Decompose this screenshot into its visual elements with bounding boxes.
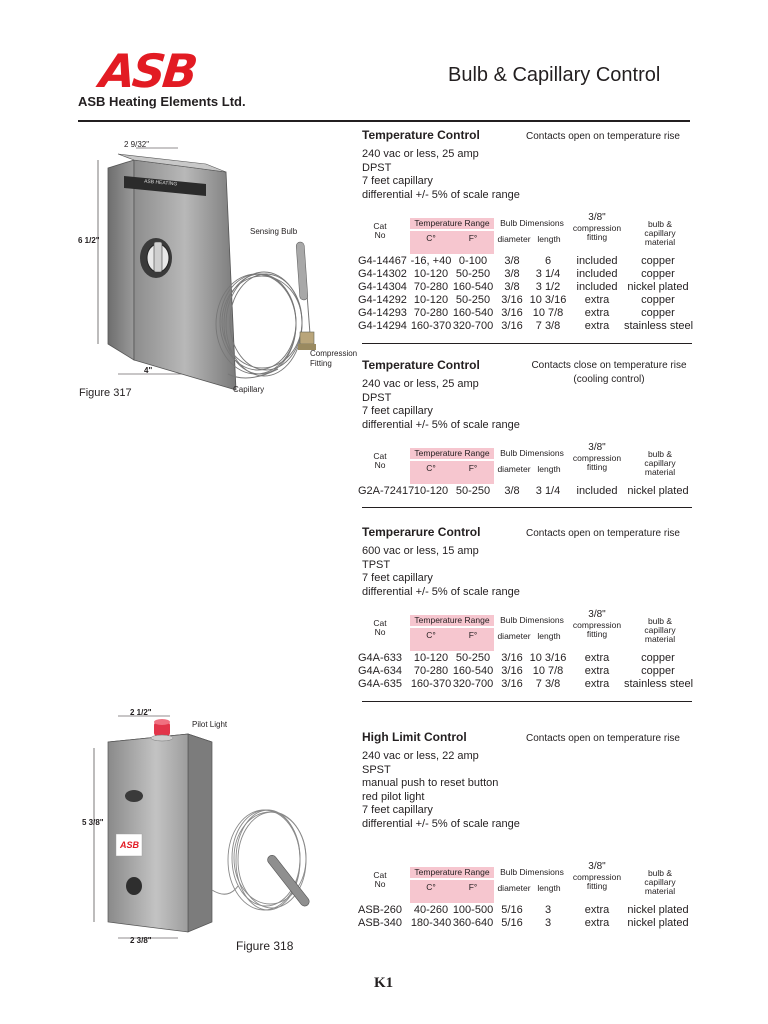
bulb-diameter: 5/16 [501, 917, 523, 929]
spec-list [362, 750, 520, 831]
section-temperature-control-close [358, 358, 692, 500]
table-row [358, 652, 692, 665]
company-name: ASB Heating Elements Ltd. [78, 94, 246, 109]
bulb-diameter: 5/16 [501, 904, 523, 916]
table-row [358, 917, 692, 930]
range-f: 0-100 [458, 255, 488, 267]
range-c: 70-280 [413, 665, 449, 677]
spec-line: 240 vac or less, 25 amp [362, 148, 479, 160]
section-title: High Limit Control [362, 730, 467, 744]
range-c: 10-120 [413, 485, 449, 497]
dim-height: 6 1/2" [78, 236, 100, 245]
bulb-diameter: 3/8 [504, 268, 520, 280]
col-c: C° [426, 630, 436, 640]
col-compression-fitting: 3/8" compression fitting [572, 609, 622, 639]
bulb-length: 3 [544, 904, 552, 916]
spec-line: differential +/- 5% of scale range [362, 188, 520, 201]
cat-no: ASB-340 [358, 917, 403, 929]
table-header [362, 609, 692, 651]
col-diameter: diameter [497, 631, 531, 641]
range-c: 40-260 [413, 904, 449, 916]
table-header [362, 212, 692, 254]
bulb-material: nickel plated [627, 281, 689, 293]
compression-fitting: included [576, 268, 618, 280]
section-divider [362, 507, 692, 508]
table-row [358, 320, 694, 333]
page-number: K1 [374, 975, 394, 991]
col-cat: Cat No [373, 221, 387, 240]
bulb-length: 6 [544, 255, 552, 267]
col-f: F° [468, 463, 478, 473]
table-row [358, 307, 692, 320]
spec-line: SPST [362, 763, 391, 776]
cat-no: G4-14467 [358, 255, 407, 267]
compression-fitting-label-1: Compression [310, 349, 358, 358]
compression-fitting: included [576, 255, 618, 267]
bulb-material: copper [641, 268, 675, 280]
range-f: 100-500 [452, 904, 494, 916]
col-compression-fitting: 3/8" compression fitting [572, 212, 622, 242]
bulb-material: copper [641, 665, 675, 677]
compression-fitting: extra [584, 917, 610, 929]
col-diameter: diameter [497, 234, 531, 244]
col-diameter: diameter [497, 883, 531, 893]
col-length: length [537, 883, 561, 893]
bulb-length: 3 1/4 [535, 268, 561, 280]
range-f: 50-250 [455, 652, 491, 664]
section-divider [362, 343, 692, 344]
col-bulb-dimensions: Bulb Dimensions [500, 615, 564, 625]
figure-317-caption: Figure 317 [79, 387, 132, 399]
table-row [358, 665, 692, 678]
bulb-material: copper [641, 652, 675, 664]
figure-318 [78, 700, 362, 960]
cat-no: G4A-633 [358, 652, 403, 664]
compression-fitting: included [576, 485, 618, 497]
compression-fitting: extra [584, 307, 610, 319]
table-row [358, 904, 692, 917]
bulb-material: stainless steel [624, 678, 694, 690]
range-c: 10-120 [413, 652, 449, 664]
col-temp-range: Temperature Range [414, 218, 490, 228]
page-title: Bulb & Capillary Control [448, 64, 661, 86]
bulb-diameter: 3/16 [501, 294, 523, 306]
company-logo [78, 44, 246, 114]
dim-width-top: 2 1/2" [130, 708, 152, 717]
col-diameter: diameter [497, 464, 531, 474]
nameplate-text: ASB HEATING [143, 178, 178, 188]
section-title: Temperature Control [362, 128, 480, 142]
spec-line: differential +/- 5% of scale range [362, 585, 520, 598]
bulb-diameter: 3/8 [504, 255, 520, 267]
col-length: length [537, 234, 561, 244]
dim-width-top: 2 9/32" [124, 140, 150, 149]
spec-line: 7 feet capillary [362, 405, 433, 417]
bulb-material: copper [641, 294, 675, 306]
range-c: 70-280 [413, 281, 449, 293]
range-c: -16, +40 [410, 255, 452, 267]
range-c: 160-370 [410, 320, 452, 332]
table-row [358, 255, 692, 268]
range-f: 50-250 [455, 268, 491, 280]
bulb-length: 7 3/8 [535, 678, 561, 690]
col-temp-range: Temperature Range [414, 615, 490, 625]
spec-line: 7 feet capillary [362, 175, 433, 187]
col-c: C° [426, 233, 436, 243]
figure-318-caption: Figure 318 [236, 939, 294, 953]
spec-line: 600 vac or less, 15 amp [362, 545, 479, 557]
range-c: 180-340 [410, 917, 452, 929]
col-compression-fitting: 3/8" compression fitting [572, 861, 622, 891]
range-f: 160-540 [452, 281, 494, 293]
compression-fitting: extra [584, 678, 610, 690]
col-c: C° [426, 882, 436, 892]
cat-no: G2A-72417 [358, 485, 415, 497]
bulb-material: nickel plated [627, 904, 689, 916]
col-temp-range: Temperature Range [414, 867, 490, 877]
col-temp-range: Temperature Range [414, 448, 490, 458]
sensing-bulb-label: Sensing Bulb [250, 227, 298, 236]
bulb-diameter: 3/16 [501, 665, 523, 677]
cat-no: G4-14293 [358, 307, 407, 319]
compression-fitting: extra [584, 665, 610, 677]
col-length: length [537, 631, 561, 641]
compression-fitting-label-2: Fitting [310, 359, 332, 368]
col-material: bulb & capillary material [644, 219, 676, 247]
range-f: 50-250 [455, 485, 491, 497]
col-bulb-dimensions: Bulb Dimensions [500, 867, 564, 877]
bulb-length: 3 1/2 [535, 281, 561, 293]
spec-list [362, 148, 520, 202]
bulb-material: nickel plated [627, 917, 689, 929]
bulb-diameter: 3/16 [501, 307, 523, 319]
bulb-diameter: 3/16 [501, 678, 523, 690]
section-high-limit-control [358, 730, 692, 940]
bulb-diameter: 3/8 [504, 485, 520, 497]
capillary-label: Capillary [233, 385, 265, 394]
range-c: 10-120 [413, 268, 449, 280]
spec-list [362, 545, 520, 599]
col-material: bulb & capillary material [644, 616, 676, 644]
col-f: F° [468, 233, 478, 243]
range-f: 320-700 [452, 320, 494, 332]
cat-no: G4A-634 [358, 665, 403, 677]
compression-fitting: extra [584, 294, 610, 306]
range-c: 10-120 [413, 294, 449, 306]
bulb-length: 3 [544, 917, 552, 929]
range-c: 70-280 [413, 307, 449, 319]
range-c: 160-370 [410, 678, 452, 690]
spec-list [362, 378, 520, 432]
col-c: C° [426, 463, 436, 473]
cat-no: ASB-260 [358, 904, 403, 916]
bulb-diameter: 3/8 [504, 281, 520, 293]
table-row [358, 268, 692, 281]
section-temperature-control-open [358, 128, 694, 336]
bulb-material: copper [641, 255, 675, 267]
col-cat: Cat No [373, 870, 387, 889]
range-f: 360-640 [452, 917, 494, 929]
bulb-material: copper [641, 307, 675, 319]
col-compression-fitting: 3/8" compression fitting [572, 442, 622, 472]
spec-line: DPST [362, 391, 392, 404]
table-header [362, 442, 692, 484]
spec-line: TPST [362, 558, 391, 571]
col-cat: Cat No [373, 618, 387, 637]
col-bulb-dimensions: Bulb Dimensions [500, 218, 564, 228]
bulb-length: 10 7/8 [532, 307, 564, 319]
section-note-line: Contacts close on temperature rise [531, 360, 687, 371]
col-f: F° [468, 882, 478, 892]
bulb-length: 3 1/4 [535, 485, 561, 497]
range-f: 160-540 [452, 307, 494, 319]
cat-no: G4-14294 [358, 320, 407, 332]
table-row [358, 678, 694, 691]
spec-line: differential +/- 5% of scale range [362, 418, 520, 431]
table-row [358, 281, 692, 294]
badge-logo-mark: ASB [120, 840, 140, 850]
section-note [526, 359, 692, 387]
bulb-diameter: 3/16 [501, 652, 523, 664]
spec-line: manual push to reset button [362, 777, 499, 789]
col-f: F° [468, 630, 478, 640]
range-f: 160-540 [452, 665, 494, 677]
compression-fitting: extra [584, 320, 610, 332]
bulb-length: 10 3/16 [529, 652, 567, 664]
section-note: Contacts open on temperature rise [526, 733, 680, 744]
bulb-material: stainless steel [624, 320, 694, 332]
spec-line: 240 vac or less, 22 amp [362, 750, 479, 762]
col-material: bulb & capillary material [644, 449, 676, 477]
header-divider [78, 120, 690, 122]
table-row [358, 294, 692, 307]
spec-line: DPST [362, 161, 392, 174]
figure-317 [78, 134, 362, 404]
section-note-line: (cooling control) [573, 374, 645, 385]
col-cat: Cat No [373, 451, 387, 470]
spec-line: 7 feet capillary [362, 804, 433, 816]
cat-no: G4-14302 [358, 268, 407, 280]
pilot-light-label: Pilot Light [192, 720, 228, 729]
section-note: Contacts open on temperature rise [526, 131, 680, 142]
col-material: bulb & capillary material [644, 868, 676, 896]
compression-fitting: extra [584, 652, 610, 664]
range-f: 50-250 [455, 294, 491, 306]
dim-width-bottom: 4" [144, 366, 153, 375]
spec-line: red pilot light [362, 790, 425, 803]
dim-height: 5 3/8" [82, 818, 104, 827]
compression-fitting: included [576, 281, 618, 293]
bulb-length: 7 3/8 [535, 320, 561, 332]
col-bulb-dimensions: Bulb Dimensions [500, 448, 564, 458]
table-header [362, 861, 692, 903]
dim-width-bottom: 2 3/8" [130, 936, 152, 945]
spec-line: 240 vac or less, 25 amp [362, 378, 479, 390]
bulb-length: 10 7/8 [532, 665, 564, 677]
section-note: Contacts open on temperature rise [526, 528, 680, 539]
spec-line: 7 feet capillary [362, 572, 433, 584]
logo-mark: ASB [97, 44, 198, 98]
cat-no: G4-14304 [358, 281, 407, 293]
compression-fitting: extra [584, 904, 610, 916]
bulb-diameter: 3/16 [501, 320, 523, 332]
section-divider [362, 701, 692, 702]
section-title: Temperarure Control [362, 525, 481, 539]
cat-no: G4A-635 [358, 678, 403, 690]
bulb-material: nickel plated [627, 485, 689, 497]
section-temperarure-control-tpst [358, 525, 694, 695]
range-f: 320-700 [452, 678, 494, 690]
cat-no: G4-14292 [358, 294, 407, 306]
col-length: length [537, 464, 561, 474]
bulb-length: 10 3/16 [529, 294, 567, 306]
spec-line: differential +/- 5% of scale range [362, 817, 520, 830]
section-title: Temperature Control [362, 358, 480, 372]
table-row [358, 485, 692, 498]
high-limit-illustration [78, 700, 362, 960]
